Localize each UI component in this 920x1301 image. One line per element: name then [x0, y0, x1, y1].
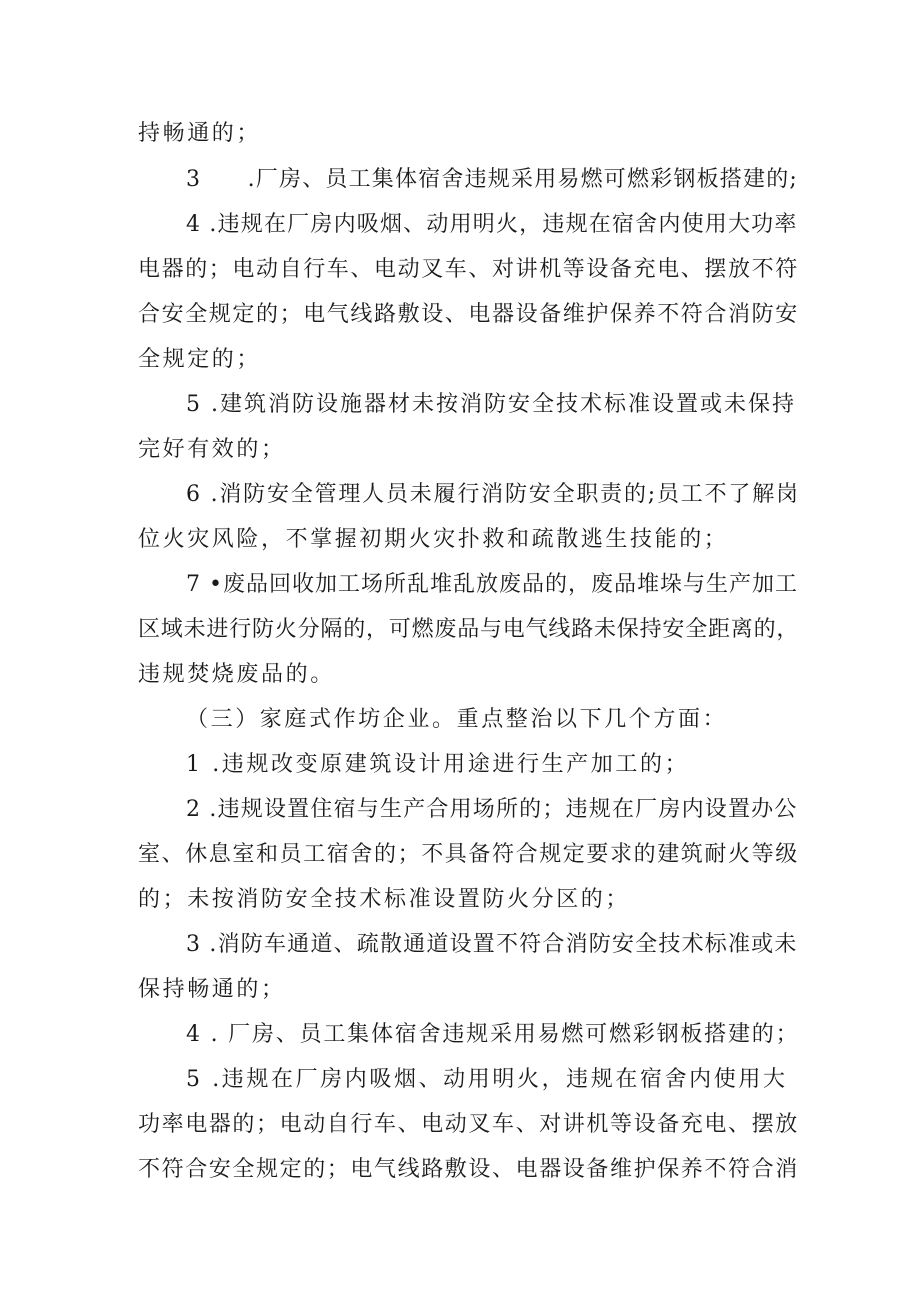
text-line: 1 .违规改变原建筑设计用途进行生产加工的； — [186, 752, 690, 777]
text-line: 2 .违规设置住宿与生产合用场所的；违规在厂房内设置办公 — [186, 797, 798, 822]
text-line: 保持畅通的； — [138, 977, 286, 1002]
text-line: 的；未按消防安全技术标准设置防火分区的； — [138, 887, 631, 912]
text-line: （三）家庭式作坊企业。重点整治以下几个方面： — [186, 707, 728, 732]
text-line: 持畅通的； — [138, 121, 262, 146]
text-line: 合安全规定的；电气线路敷设、电器设备维护保养不符合消防安 — [138, 302, 799, 327]
text-line: 不符合安全规定的；电气线路敷设、电器设备维护保养不符合消 — [138, 1157, 799, 1182]
text-line: 区域未进行防火分隔的，可燃废品与电气线路未保持安全距离的， — [138, 617, 800, 642]
text-line: 位火灾风险，不掌握初期火灾扑救和疏散逃生技能的； — [138, 527, 729, 552]
text-line: 3 .厂房、员工集体宿舍违规采用易燃可燃彩钢板搭建的; — [186, 167, 799, 192]
text-line: 3 .消防车通道、疏散通道设置不符合消防安全技术标准或未 — [186, 932, 798, 957]
text-line: 完好有效的； — [138, 437, 286, 462]
text-line: 全规定的； — [138, 347, 262, 372]
text-line: 电器的；电动自行车、电动叉车、对讲机等设备充电、摆放不符 — [138, 257, 799, 282]
text-line: 违规焚烧废品的。 — [138, 662, 335, 687]
text-line: 5 .违规在厂房内吸烟、动用明火，违规在宿舍内使用大 — [186, 1067, 788, 1092]
text-line: 5 .建筑消防设施器材未按消防安全技术标准设置或未保持 — [186, 392, 796, 417]
text-line: 4 .违规在厂房内吸烟、动用明火，违规在宿舍内使用大功率 — [186, 212, 798, 237]
text-line: 7 •废品回收加工场所乱堆乱放废品的，废品堆垛与生产加工 — [186, 572, 798, 597]
text-line: 4 . 厂房、员工集体宿舍违规采用易燃可燃彩钢板搭建的； — [186, 1022, 800, 1047]
text-line: 6 .消防安全管理人员未履行消防安全职责的;员工不了解岗 — [186, 482, 800, 507]
text-line: 室、休息室和员工宿舍的；不具备符合规定要求的建筑耐火等级 — [138, 842, 799, 867]
text-line: 功率电器的；电动自行车、电动叉车、对讲机等设备充电、摆放 — [138, 1112, 799, 1137]
